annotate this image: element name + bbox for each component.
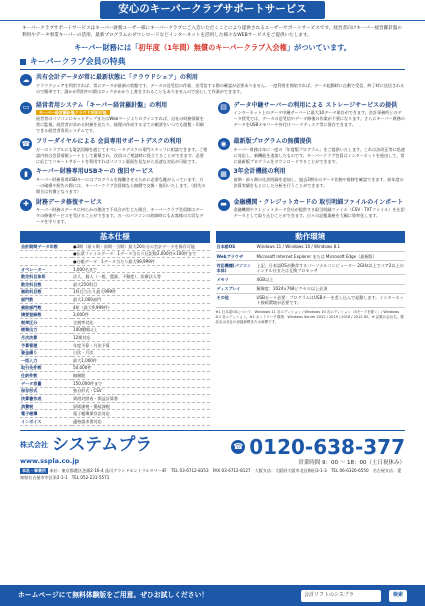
spec-row: 勘定科目体系 法人、個人（一般、農業、不動産）、医療法人等 [20, 273, 210, 281]
spec-row: オペレーター 1,000名まで [20, 265, 210, 273]
calendar-icon: ▦ [218, 168, 230, 180]
benefits-heading: キーパークラブ会員の特典 [20, 57, 405, 67]
feature-item: ▮ キーパー財務専用USBキーの 復旧サービス キーパー財務専用USBキーにはプログラムを稼働させるために必要な鍵が入っています。万一の破損や紛失の際には、キーパークラブ会員様なら無償で交換・復旧いたします。（紛失の場合は有償となります） [20, 168, 208, 194]
environment-row: メモリ 4GB以上 [216, 275, 406, 284]
footer [20, 430, 405, 467]
spec-row: 一括入力 最大1,000件 [20, 357, 210, 365]
office-list: 本社・事業所 本社：東京都港区芝浦2-16-4 品川グランドセントラルタワー4F TEL 03-6712-8353 FAX 03-6712-8127 大阪支店：大阪府大阪市北区梅田3-1-3 TEL 06-6320-6550 名古屋支店：愛知県名古屋市中区栄2-1-1 TEL 052-231-5571 [20, 468, 402, 480]
spec-row: ●伝票ファイルデータ：1データ当たり仕訳数2,000件×100件まで [20, 250, 210, 258]
spec-row: 部門数 最大1,000部門 [20, 296, 210, 304]
environment-row: ディスプレイ 解像度：1024×768ピクセル以上必須 [216, 284, 406, 293]
bottom-banner [0, 585, 425, 606]
monitor-icon: ▭ [20, 102, 32, 114]
feature-item: ▭ 経営者用システム「キーパー経営羅針盤」の利用 キーパー経営羅針盤クラウド利用可能 経営者のパソコンにセットアップまたはWebページよりログインすれば、自社の財務情報を常に監視。経営者が求める財務を見たり、経理の作成する全ての帳票をいつでも閲覧・印刷できる経営者専用システムです。 [20, 102, 208, 135]
environment-heading: 動作環境 [216, 231, 406, 243]
environment-notes: ※1 日本語OSについて：Windows 11 各エディション / Windows 10 各エディション（Sモードを除く）/ Windows 8.1 各エディション。※2 ネットワーク環境：Windows Server 2022 / 2019 / 2016 / 2012 R2。※ 記載の会社名、製品名は各社の登録商標または商標です。 [215, 309, 404, 324]
trial-message: ホームページにて無料体験版をご用意。ぜひお試しください！ [18, 591, 209, 600]
spec-row: 補助科目数 1科目当たり最大999件 [20, 288, 210, 296]
spec-row: ●台帳データ：1データ当たり最大99,999件 [20, 258, 210, 266]
spec-row: 予算管理 年度予算・月次予算 [20, 341, 210, 349]
spec-row: 月次決算 12期対応 [20, 334, 210, 342]
card-icon: ▬ [218, 199, 230, 211]
spec-row: 補助部門数 4桁（最大9,999件） [20, 303, 210, 311]
features-grid [20, 98, 405, 225]
header-bar [0, 0, 425, 21]
server-icon: ▤ [218, 102, 230, 114]
toll-free-number[interactable]: ☎ 0120-638-377 [231, 435, 405, 460]
slogan: キーパー財務には「初年度（1年間）無償のキーパークラブ入会権」がついています。 [74, 43, 351, 53]
cloud-icon: ☁ [20, 74, 32, 86]
search-button[interactable]: 検索 [389, 590, 407, 602]
environment-row: その他 USBポート必要：プログラムはUSBキーを差し込んで起動します。インターネット接続環境が必要です。 [216, 293, 406, 307]
spec-row: 電子帳簿 電子帳簿保存法対応 [20, 410, 210, 418]
spec-row: 保存形式 独自形式・CSV [20, 387, 210, 395]
intro-text: キーパークラブサポートサービスはキーパー財務ユーザー様にキーパークラブにご入会いただくことにより提供されるユーザーサポートサービスです。経営者向けキーパー経営羅針盤の利用やデータ事業キーパーの活用、最新プログラムのダウンロードなどインターネットを活用した様々なWEBサービスをご提供いたします。 [22, 26, 403, 38]
spec-row: 消費税 原則課税・簡易課税 [20, 402, 210, 410]
spec-row: データ容量 150,000件まで [20, 379, 210, 387]
free-dial-icon: ☎ [231, 440, 245, 454]
spec-row: 税率区分 全税率対応 [20, 319, 210, 327]
spec-row: 仕訳件数 無制限 [20, 372, 210, 380]
feature-item: ✚ 財務データ修復サービス キーパー財務のデータに何らかの理由で不具合が生じた場合、キーパークラブ会員様はデータの修復サービスを受けることができます。万一のパソコンの故障時にもお客様の大切なデータを守ります。 [20, 199, 208, 225]
spec-row: 帳票出力 100種類以上 [20, 326, 210, 334]
spec-row: 資金繰り 日次・月次 [20, 349, 210, 357]
business-hours: 営業時間 9：00 ～ 18：00（土日祝休み） [298, 459, 405, 466]
environment-row: 日本語OS Windows 11 / Windows 10 / Windows 8.1 [216, 243, 406, 252]
search-input[interactable]: 会計ソフトのシスプラ [301, 590, 381, 602]
spec-row: 取引先件数 50,000件 [20, 364, 210, 372]
basic-spec-heading: 基本仕様 [20, 231, 210, 243]
spec-row: 勘定科目数 最大250科目 [20, 281, 210, 289]
cloud-share-feature: ☁ 共有会計データが常に最新状態に「クラウドシェア」の利用 クラウドシェアを利用すれば、常にデータが最新の状態です。データの送受信の作業、送受信する際の確認が必要ありません。一度利用を開始すれば、データ起動時に自動で受信、終了時に送信されるので簡単です。誰かが利用中の際はロックがかかり上書きされることもありませんので安心して作業ができます。 [20, 74, 405, 94]
spec-row: 決算書作成 貸借対照表・損益計算書 [20, 395, 210, 403]
feature-item: ☎ フリーダイヤルによる 会員専用サポートデスクの利用 万一のトラブルにも電話回線を通じてオペレータデスクの専門スタッフに相談できます。ご相談内容は会員情報シートとして蓄積され、次回のご相談時に役立てることができます。必要に応じてリモートサポートを利用すればパソコン画面を見ながら迅速な対応が可能です。 [21, 138, 208, 164]
feature-item: ▬ 金融機関・クレジットカードの 取引明細ファイルのインポート 金融機関やクレジットカード会社が提供する取引明細ファイル（CSV・TXTファイル）を仕訳データとして取り込むことができます。日々の記帳業務を大幅に効率化します。 [218, 199, 406, 225]
page-title: 安心のキーパークラブサポートサービス [100, 1, 324, 18]
company-logo: 株式会社 システムプラ [20, 434, 153, 455]
spec-row: 摘要登録数 3,000件 [20, 311, 210, 319]
spec-row: 会計期間データ年数 ●3期（前々期・前期・当期）最大20年分の会計データを保存可能 [20, 243, 210, 250]
phone-icon: ☎ [20, 138, 32, 150]
environment-row: Webブラウザ Microsoft Internet Explorer または Microsoft Edge（最新版） [216, 252, 406, 261]
wrench-icon: ✚ [20, 199, 32, 211]
website-link[interactable]: www.sspla.co.jp [20, 456, 80, 465]
environment-table [216, 243, 406, 308]
feature-item: ▦ 3年会計機能の利用 前期・前々期の仕訳明細を追加し、過去3期分のデータ比較や推移を確認できます。前年度の決算実績をもとにした分析を行うことができます。 [218, 168, 406, 194]
feature-item: ◉ 最新版プログラムの無償提供 キーパー財務は年に一度の「年度版プログラム」をご提供いたします。これは法改正等に迅速に対応し、新機能を追加したものです。キーパークラブ会員はインターネットを経由して、常に最新版プログラムをダウンロードすることができます。 [218, 138, 406, 164]
spec-row: インボイス 適格請求書対応 [20, 417, 210, 425]
basic-spec-table [20, 243, 210, 426]
disc-icon: ◉ [218, 138, 230, 150]
usb-key-icon: ▮ [20, 168, 32, 180]
feature-item: ▤ データ中継サーバーの利用による ストレージサービスの提供 インターネット上のデータ中継サーバーに最大10データ保存ができます。会計事務所とのデータ授受では、データの送受信やデータ修復の作業が不要になります。さらにキーパー財務のデータをUSBメモリーや外付けハードディスク等に保存できます。 [218, 102, 406, 135]
environment-row: 対応機種(パソコン本体) 上記、日本語OSが動作するパーソナルコンピューター 2GHz以上でコア2以上のインテル社または互換プロセッサ [216, 261, 406, 275]
